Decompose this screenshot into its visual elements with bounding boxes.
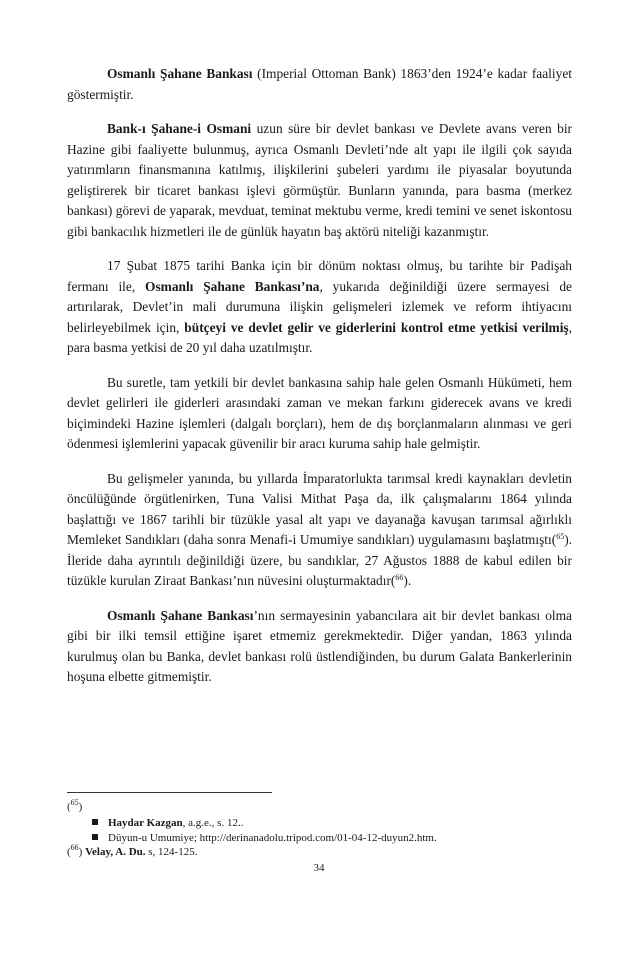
bullet-icon — [92, 819, 98, 825]
page-number: 34 — [313, 862, 325, 874]
bullet-icon — [92, 834, 98, 840]
text: ). İleride daha ayrıntılı değinildiği üzere, bu sandıklar, 27 Ağustos 1888 de kabul edilen bir tüzükle kurulan Ziraat Bankası’nın nüvesini oluşturmaktadır( — [67, 532, 572, 588]
text: Bu suretle, tam yetkili bir devlet bankasına sahip hale gelen Osmanlı Hükümeti, hem devlet gelirleri ile giderleri arasındaki zaman ve mekan farkını giderecek avans ve kredi biçimindeki Hazine işlemleri (dalgalı borçları), hem de dış borçlanmaların alınması ve geri ödenmesi işlemlerini yapacak güvenilir bir aracı kuruma sahip hale gelmiştir. — [67, 374, 572, 451]
text: (Imperial Ottoman Bank) 1863’den 1924’e kadar faaliyet göstermiştir. — [67, 66, 572, 102]
footnote-divider — [67, 792, 272, 793]
paragraph-3 — [67, 256, 572, 359]
paragraph-6 — [67, 606, 572, 688]
footnote-65-item-1: Haydar Kazgan, a.g.e., s. 12.. — [92, 816, 243, 830]
bold-term: Osmanlı Şahane Bankası’na — [145, 278, 320, 294]
text: ’nın sermayesinin yabancılara ait bir devlet bankası olma gibi bir ilki temsil ettiğine işaret etmemiz gerekmektedir. Diğer yandan, 1863 yılında kurulmuş olan bu Banka, devlet bankası rolü üstlendiğinden, bu durum Galata Bankerlerinin hoşuna elbette gitmemiştir. — [67, 607, 572, 684]
bold-term: Osmanlı Şahane Bankası — [107, 66, 253, 81]
text: ). — [403, 573, 412, 588]
paragraph-2 — [67, 119, 572, 242]
footnote-ref: 66 — [395, 573, 404, 582]
paragraph-5 — [67, 469, 572, 592]
footnote-65-item-2: Düyun-u Umumiye; http://derinanadolu.tripod.com/01-04-12-duyun2.htm. — [92, 831, 437, 845]
text: , yukarıda değinildiği üzere sermayesi de artırılarak, Devlet’in mali durumuna ilişkin gelişmeleri izlemek ve reform ihtiyacını belirleyebilmek için, — [67, 278, 572, 335]
footnote-66: ($^{66}$) Velay, A. Du. s, 124-125. — [67, 843, 198, 858]
paragraph-1 — [67, 64, 572, 105]
text: Bu gelişmeler yanında, bu yıllarda İmparatorlukta tarımsal kredi kaynakları devletin öncülüğünde örgütlenirken, Tuna Valisi Mithat Paşa da, ilk çalışmalarını 1864 yılında başlattığı ve 1867 tarihli bir tüzükle yasal alt yapı ve dayanağa kavuşan tarımsal ağırlıklı Memleket Sandıkları (daha sonra Menafi-i Umumiye sandıkları) uygulamasını başlatmıştı( — [67, 470, 572, 547]
text: 17 Şubat 1875 tarihi Banka için bir dönüm noktası olmuş, bu tarihte bir Padişah fermanı ile, — [67, 258, 572, 294]
footnote-65-mark: ($^{65}$) — [67, 798, 83, 813]
footnote-ref: 65 — [556, 532, 565, 541]
paragraph-4 — [67, 373, 572, 455]
bold-term: bütçeyi ve devlet gelir ve giderlerini kontrol etme yetkisi verilmiş — [184, 319, 569, 335]
bold-term: Osmanlı Şahane Bankası — [107, 607, 254, 623]
bold-term: Bank-ı Şahane-i Osmani — [107, 121, 252, 136]
body-text — [67, 64, 572, 688]
text: , para basma yetkisi de 20 yıl daha uzatılmıştır. — [67, 319, 573, 355]
text: uzun süre bir devlet bankası ve Devlete avans veren bir Hazine gibi faaliyette bulunmuş, ayrıca Osmanlı Devleti’nde alt yapı ile ilgili çok sayıda yatırımların finansmanına katılmış, ilişkilerini şubeleri yardımı ile piyasalar boyutunda geliştirerek bir ticaret bankası işlevi görmüştür. Bunların yanında, para basma (merkez bankası) görevi de yaparak, mevduat, teminat mektubu verme, kredi temini ve senet iskontosu gibi bankacılık hizmetleri ile de günlük hayatın baş aktörü niteliği kazanmıştır. — [67, 121, 572, 239]
